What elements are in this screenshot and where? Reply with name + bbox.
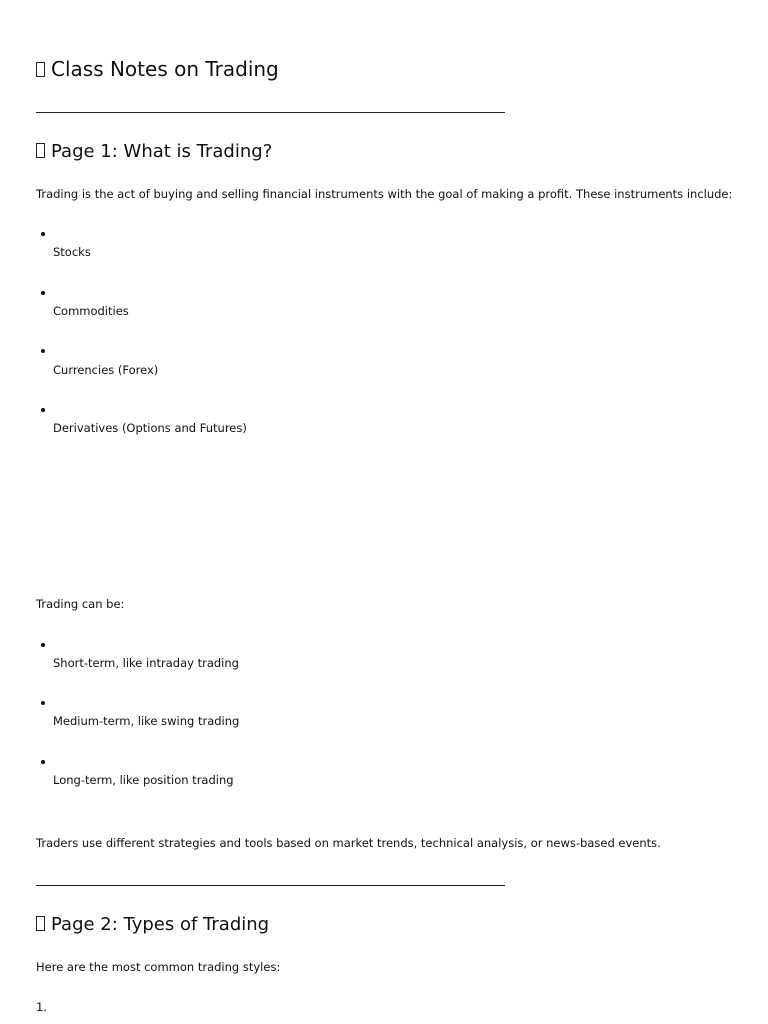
page1-intro: Trading is the act of buying and selling financial instruments with the goal of making a profit. These instruments include: <box>36 187 733 201</box>
list-item: Derivatives (Options and Futures) <box>53 421 247 435</box>
list-item: Medium-term, like swing trading <box>53 714 240 728</box>
document-title: Class Notes on Trading <box>36 57 279 81</box>
bullet-icon <box>41 760 45 764</box>
divider <box>36 112 505 113</box>
bullet-icon <box>41 643 45 647</box>
can-be-text: Trading can be: <box>36 597 125 611</box>
list-item: Long-term, like position trading <box>53 773 234 787</box>
bullet-icon <box>41 291 45 295</box>
page2-intro: Here are the most common trading styles: <box>36 960 281 974</box>
list-item: Currencies (Forex) <box>53 363 159 377</box>
page2-heading: Page 2: Types of Trading <box>36 914 269 936</box>
missing-glyph-icon <box>36 143 45 158</box>
list-item: Stocks <box>53 245 91 259</box>
list-marker: 1. <box>36 1000 47 1014</box>
missing-glyph-icon <box>36 916 45 931</box>
bullet-icon <box>41 349 45 353</box>
divider <box>36 885 505 886</box>
bullet-icon <box>41 408 45 412</box>
page1-heading: Page 1: What is Trading? <box>36 141 272 163</box>
notes-document <box>36 0 736 1024</box>
bullet-icon <box>41 232 45 236</box>
list-item: Commodities <box>53 304 129 318</box>
bullet-icon <box>41 701 45 705</box>
missing-glyph-icon <box>36 62 45 77</box>
page1-closing: Traders use different strategies and tools based on market trends, technical analysis, or news-based events. <box>36 836 661 850</box>
list-item: Short-term, like intraday trading <box>53 656 239 670</box>
